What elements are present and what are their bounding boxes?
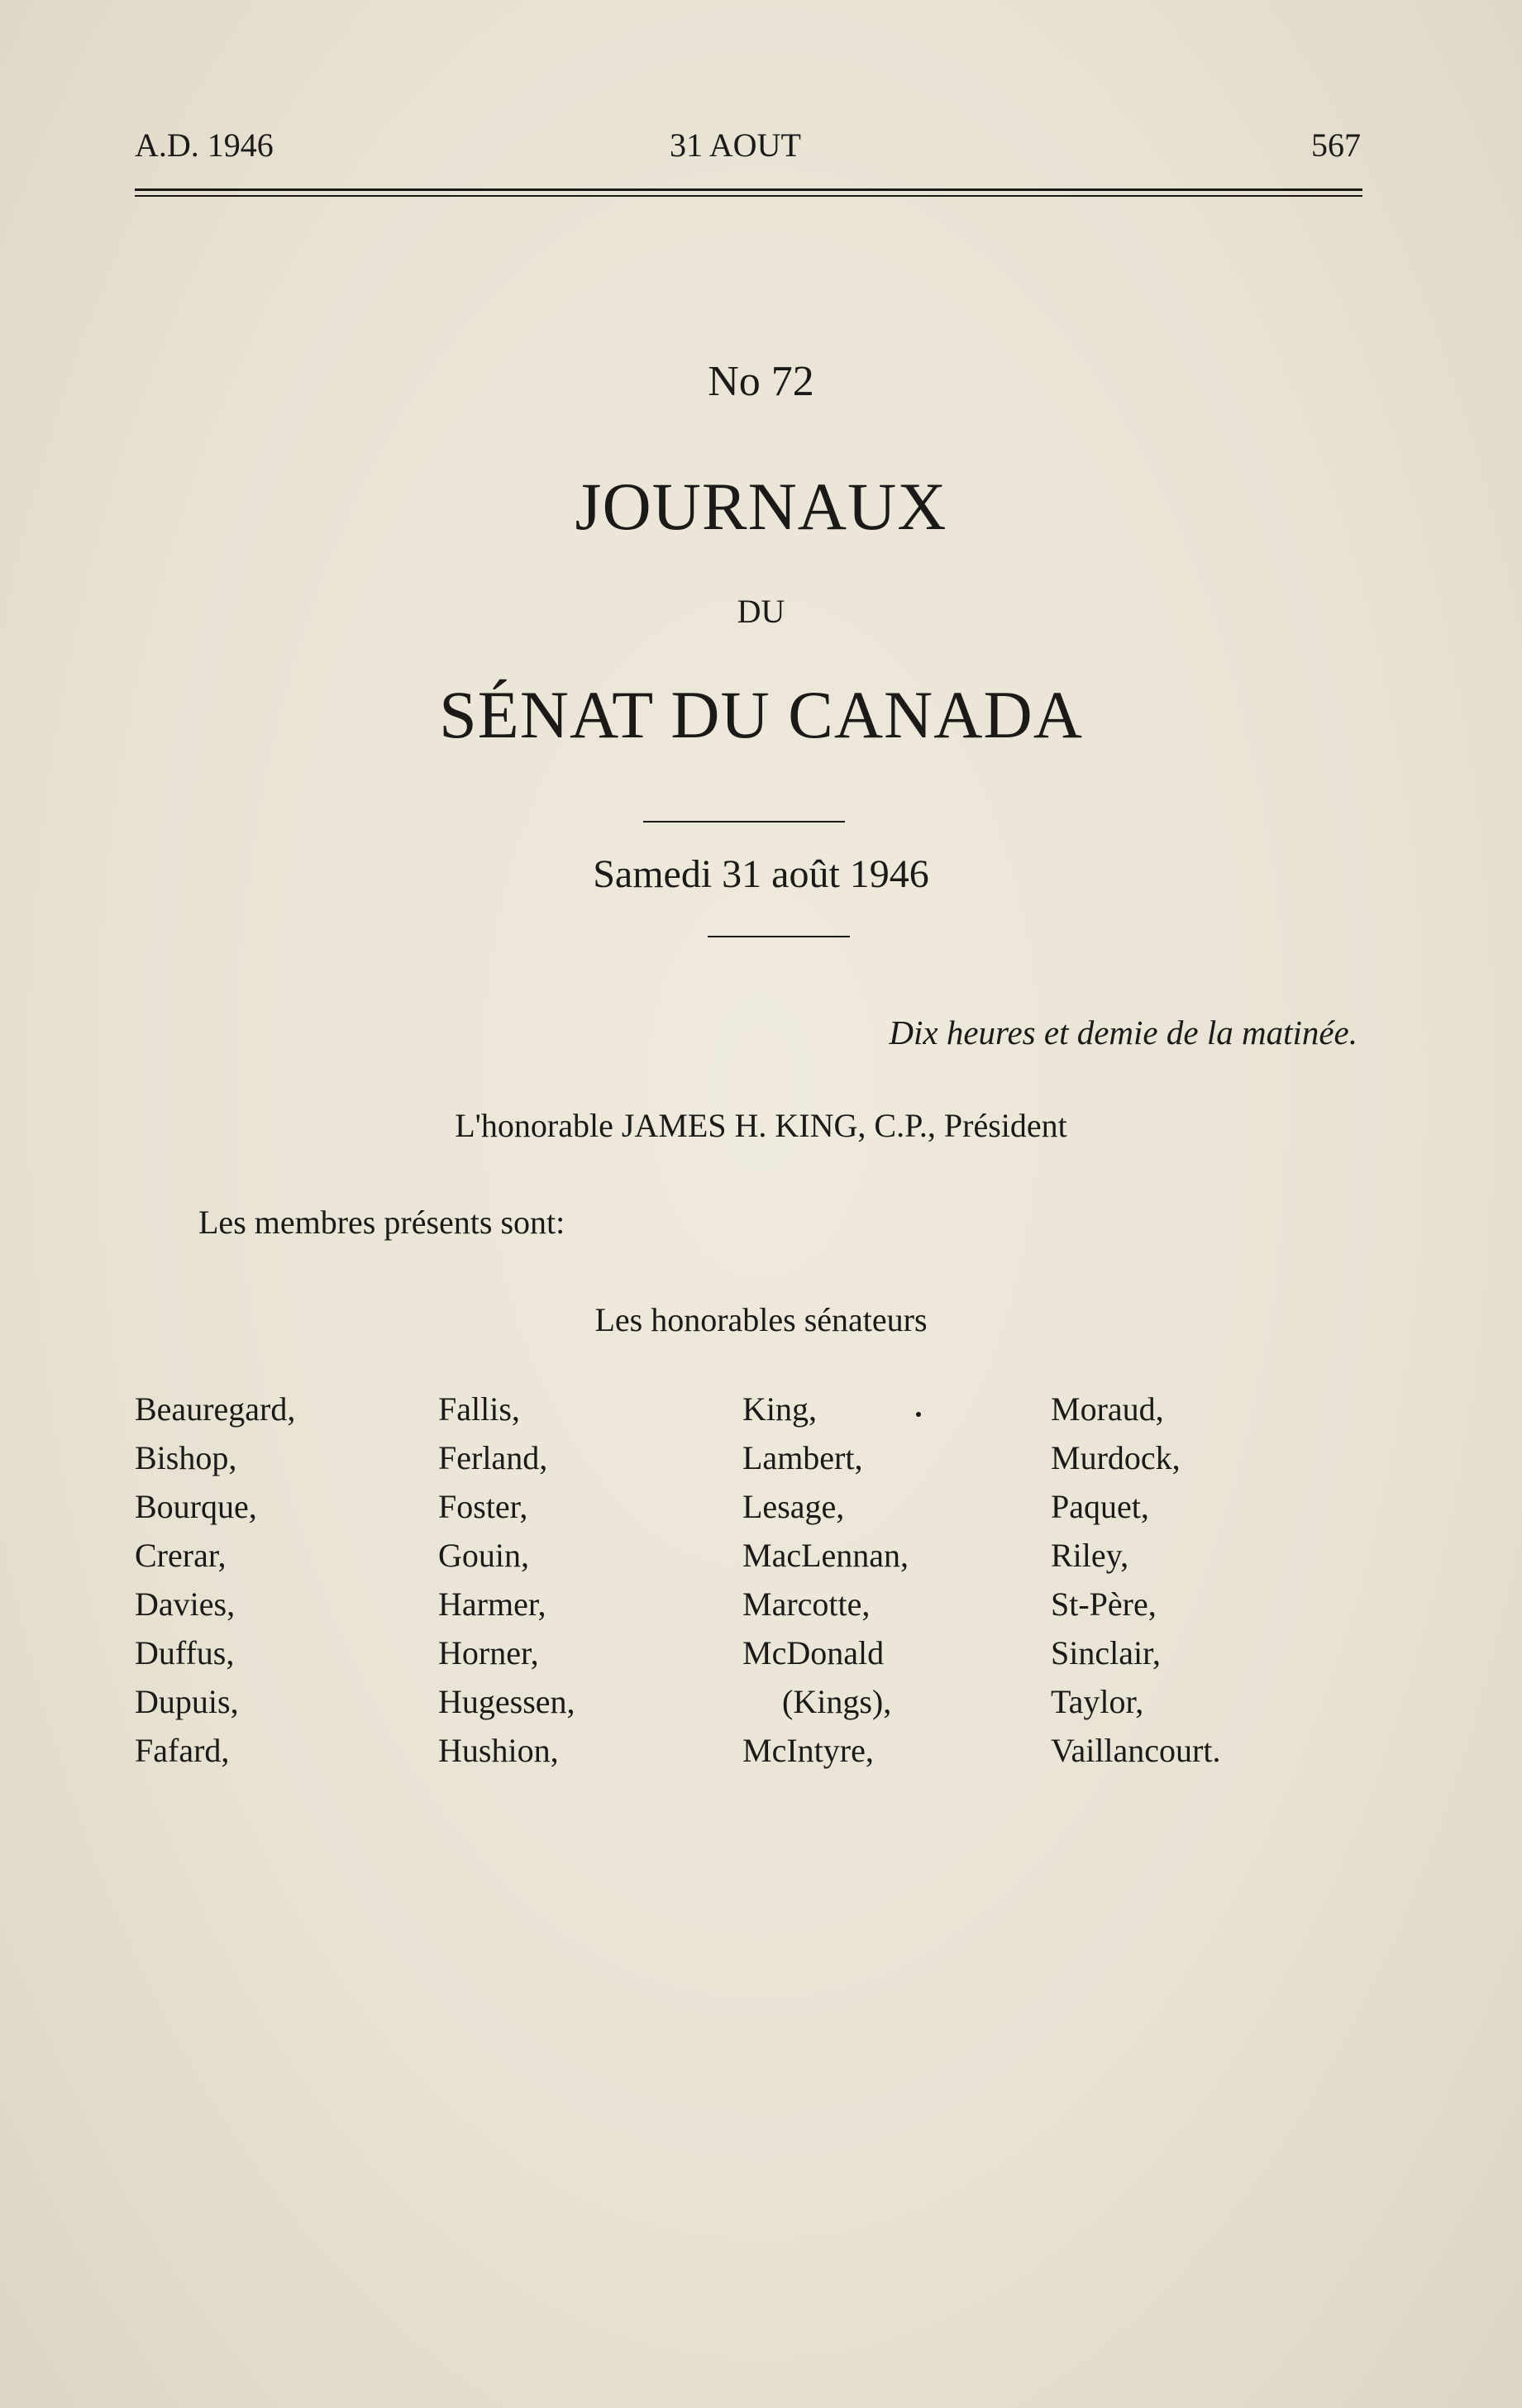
senator-name: St-Père,: [1051, 1585, 1157, 1623]
senator-name: Hushion,: [438, 1732, 559, 1769]
senators-column-1: [135, 1385, 295, 1775]
header-year: A.D. 1946: [135, 126, 274, 164]
senator-name: Horner,: [438, 1634, 539, 1671]
senator-name: Fallis,: [438, 1390, 520, 1428]
senator-name: Riley,: [1051, 1537, 1129, 1574]
senator-name: Sinclair,: [1051, 1634, 1161, 1671]
header-rule-top: [135, 188, 1362, 191]
senator-name: Moraud,: [1051, 1390, 1164, 1428]
senator-name: Taylor,: [1051, 1683, 1144, 1720]
president-line: L'honorable JAMES H. KING, C.P., Président: [455, 1107, 1067, 1144]
senator-name: (Kings),: [782, 1683, 892, 1720]
senator-name: Hugessen,: [438, 1683, 575, 1720]
senator-name: Crerar,: [135, 1537, 227, 1574]
senator-name: Davies,: [135, 1585, 236, 1623]
senators-column-4: [1051, 1385, 1221, 1775]
title-senat: SÉNAT DU CANADA: [439, 677, 1083, 752]
senator-name: Dupuis,: [135, 1683, 239, 1720]
senator-name: Foster,: [438, 1488, 528, 1525]
issue-number: No 72: [708, 358, 814, 405]
senator-name: King,: [742, 1390, 817, 1428]
header-rule-bottom: [135, 195, 1362, 197]
senator-name: Bourque,: [135, 1488, 257, 1525]
senators-column-3: [742, 1385, 909, 1775]
senator-name: Lesage,: [742, 1488, 845, 1525]
senator-name: Beauregard,: [135, 1390, 296, 1428]
senator-name: Vaillancourt.: [1051, 1732, 1221, 1769]
senator-name: Murdock,: [1051, 1439, 1181, 1476]
senator-name: Paquet,: [1051, 1488, 1149, 1525]
senator-name: Lambert,: [742, 1439, 863, 1476]
senator-name: McIntyre,: [742, 1732, 874, 1769]
members-present-intro: Les membres présents sont:: [198, 1204, 565, 1241]
senator-name: Harmer,: [438, 1585, 546, 1623]
senator-name: MacLennan,: [742, 1537, 909, 1574]
senator-name: Fafard,: [135, 1732, 230, 1769]
senators-heading: Les honorables sénateurs: [594, 1301, 928, 1338]
senator-name: Gouin,: [438, 1537, 529, 1574]
page-number: 567: [1311, 126, 1361, 164]
senators-column-2: [438, 1385, 575, 1775]
print-dot: [916, 1412, 921, 1417]
sitting-time: Dix heures et demie de la matinée.: [889, 1013, 1357, 1051]
senator-name: Marcotte,: [742, 1585, 871, 1623]
senator-name: Bishop,: [135, 1439, 237, 1476]
title-journaux: JOURNAUX: [575, 469, 947, 544]
senator-name: Duffus,: [135, 1634, 235, 1671]
divider-bottom: [708, 936, 850, 937]
senator-name: McDonald: [742, 1634, 885, 1671]
senator-name: Ferland,: [438, 1439, 548, 1476]
title-du: DU: [737, 593, 785, 630]
header-date: 31 AOUT: [670, 126, 801, 164]
divider-top: [643, 821, 845, 823]
sitting-date: Samedi 31 août 1946: [593, 852, 929, 896]
